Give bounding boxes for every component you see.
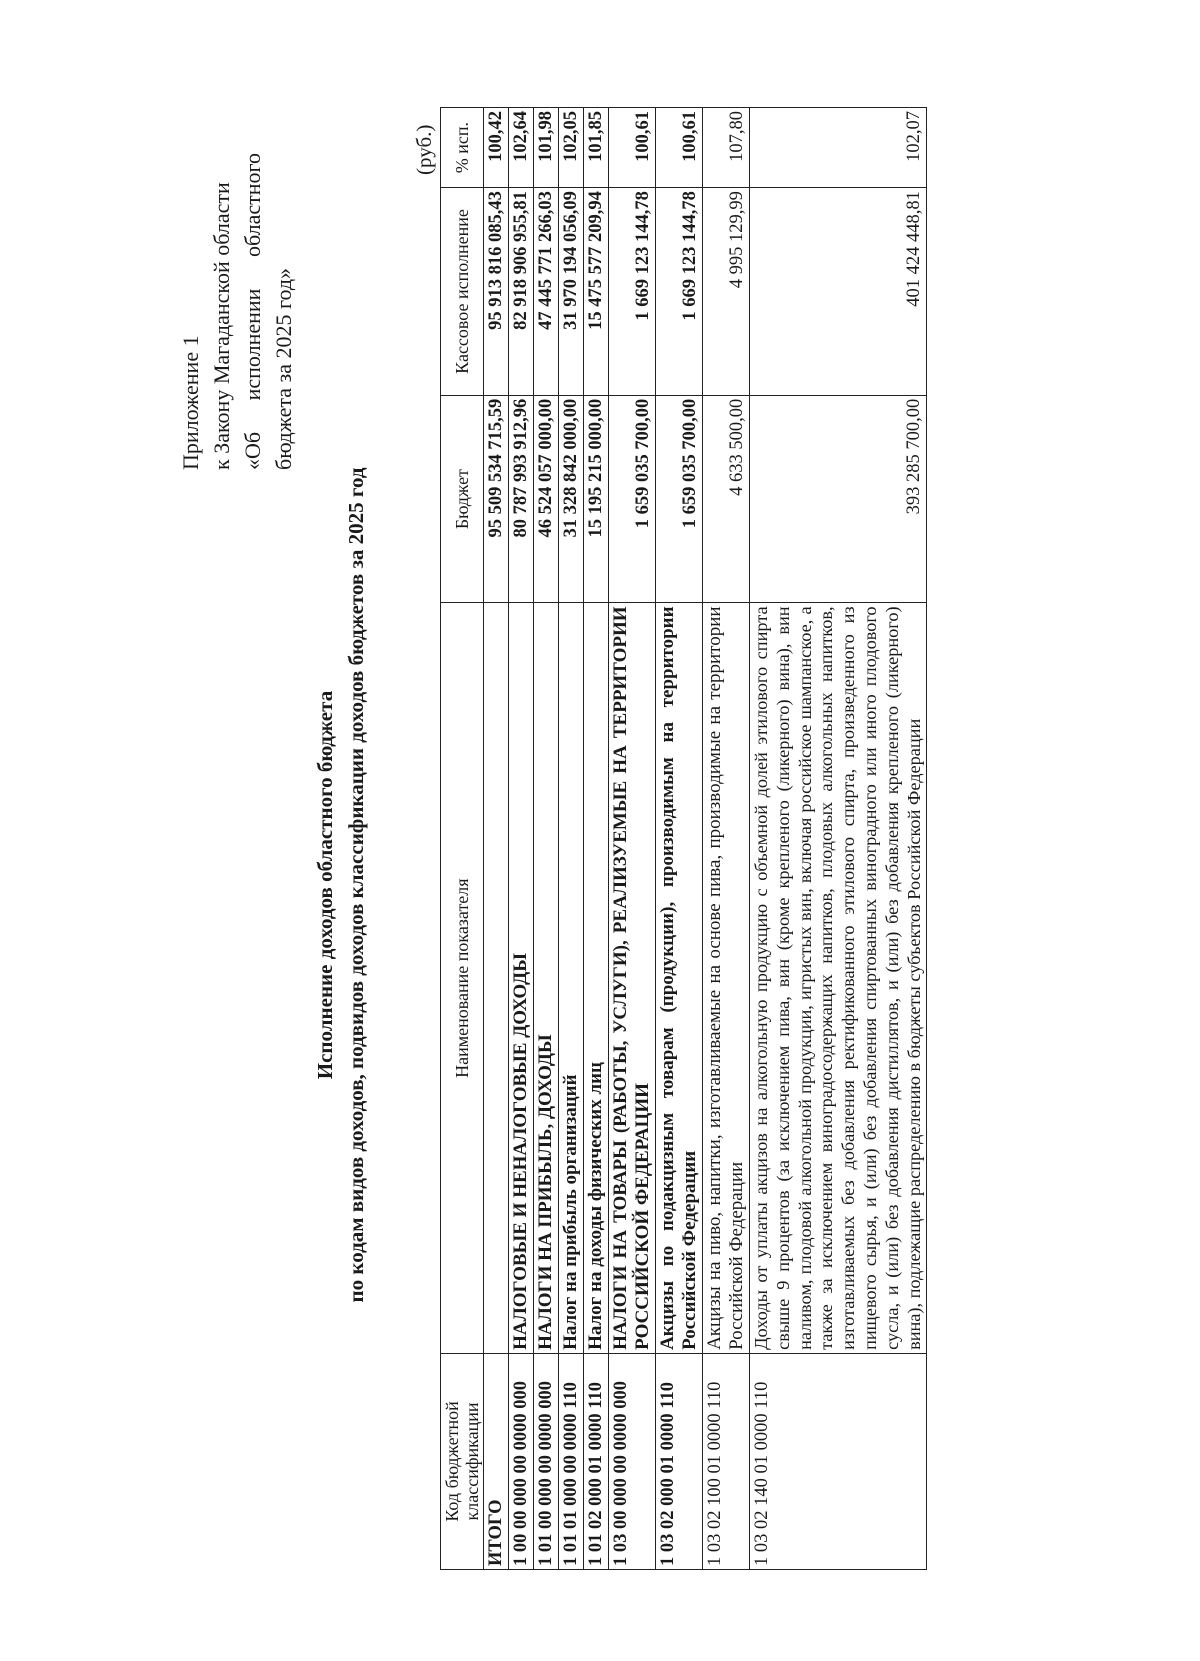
document-page bbox=[0, 80, 1100, 1640]
cell-percent: 100,42 bbox=[484, 108, 509, 188]
table-row bbox=[703, 108, 750, 1570]
cell-budget: 4 633 500,00 bbox=[703, 395, 750, 603]
appendix-line-2: к Закону Магаданской области bbox=[209, 182, 234, 470]
cell-execution: 95 913 816 085,43 bbox=[484, 188, 509, 396]
appendix-line-4: бюджета за 2025 год» bbox=[271, 267, 296, 470]
cell-percent: 100,61 bbox=[609, 108, 656, 188]
cell-code: 1 03 02 140 01 0000 110 bbox=[750, 1353, 927, 1569]
cell-percent: 100,61 bbox=[656, 108, 703, 188]
table-row bbox=[609, 108, 656, 1570]
header-name: Наименование показателя bbox=[441, 603, 484, 1354]
cell-execution: 82 918 906 955,81 bbox=[509, 188, 534, 396]
cell-percent: 101,85 bbox=[584, 108, 609, 188]
table-row bbox=[559, 108, 584, 1570]
cell-execution: 31 970 194 056,09 bbox=[559, 188, 584, 396]
cell-name: Доходы от уплаты акцизов на алкогольную продукцию с объемной долей этилового спирта свыше 9 процентов (за исключением пива, вин (кроме крепленого (ликерного) вина), вин наливом, плодовой алкогольной продукции, игристых вин, включая российское шампанское, а также за исключением виноградосодержащих напитков, плодовых алкогольных напитков, изготавливаемых без добавления ректификованного этилового спирта, произведенного из пищевого сырья, и (или) без добавления спиртованных виноградного или иного плодового сусла, и (или) без добавления дистиллятов, и (или) без добавления крепленого (ликерного) вина), подлежащие распределению в бюджеты субъектов Российской Федерации bbox=[750, 603, 927, 1354]
appendix-line-3: «Об исполнении областного bbox=[240, 153, 265, 470]
cell-percent: 102,05 bbox=[559, 108, 584, 188]
cell-execution: 1 669 123 144,78 bbox=[656, 188, 703, 396]
cell-budget: 80 787 993 912,96 bbox=[509, 395, 534, 603]
cell-percent: 101,98 bbox=[534, 108, 559, 188]
cell-execution: 401 424 448,81 bbox=[750, 188, 927, 396]
cell-percent: 107,80 bbox=[703, 108, 750, 188]
cell-execution: 4 995 129,99 bbox=[703, 188, 750, 396]
cell-percent: 102,07 bbox=[750, 108, 927, 188]
cell-execution: 47 445 771 266,03 bbox=[534, 188, 559, 396]
header-execution: Кассовое исполнение bbox=[441, 188, 484, 396]
table-row bbox=[750, 108, 927, 1570]
appendix-note bbox=[175, 153, 299, 470]
cell-name bbox=[484, 603, 509, 1354]
cell-budget: 1 659 035 700,00 bbox=[656, 395, 703, 603]
appendix-line-1: Приложение 1 bbox=[178, 335, 203, 470]
unit-label: (руб.) bbox=[412, 124, 436, 175]
header-percent: % исп. bbox=[441, 108, 484, 188]
cell-name: НАЛОГОВЫЕ И НЕНАЛОГОВЫЕ ДОХОДЫ bbox=[509, 603, 534, 1354]
cell-code: 1 01 00 000 00 0000 000 bbox=[534, 1353, 559, 1569]
cell-budget: 1 659 035 700,00 bbox=[609, 395, 656, 603]
cell-name: Акцизы по подакцизным товарам (продукции), производимым на территории Российской Федерации bbox=[656, 603, 703, 1354]
cell-name: Налог на прибыль организаций bbox=[559, 603, 584, 1354]
table-row bbox=[534, 108, 559, 1570]
cell-budget: 31 328 842 000,00 bbox=[559, 395, 584, 603]
cell-code: 1 01 01 000 00 0000 110 bbox=[559, 1353, 584, 1569]
cell-code: ИТОГО bbox=[484, 1353, 509, 1569]
cell-code: 1 03 02 100 01 0000 110 bbox=[703, 1353, 750, 1569]
title-line-2: по кодам видов доходов, подвидов доходов классификации доходов бюджетов за 2025 год bbox=[344, 467, 368, 1303]
cell-execution: 15 475 577 209,94 bbox=[584, 188, 609, 396]
cell-name: Акцизы на пиво, напитки, изготавливаемые на основе пива, производимые на территории Российской Федерации bbox=[703, 603, 750, 1354]
title-line-1: Исполнение доходов областного бюджета bbox=[313, 690, 337, 1080]
revenue-table bbox=[440, 107, 927, 1570]
cell-budget: 95 509 534 715,59 bbox=[484, 395, 509, 603]
header-budget: Бюджет bbox=[441, 395, 484, 603]
table-header-row bbox=[441, 108, 484, 1570]
cell-name: НАЛОГИ НА ПРИБЫЛЬ, ДОХОДЫ bbox=[534, 603, 559, 1354]
table-row bbox=[584, 108, 609, 1570]
cell-budget: 393 285 700,00 bbox=[750, 395, 927, 603]
cell-code: 1 03 00 000 00 0000 000 bbox=[609, 1353, 656, 1569]
revenue-table-container bbox=[440, 107, 927, 1570]
cell-budget: 15 195 215 000,00 bbox=[584, 395, 609, 603]
cell-budget: 46 524 057 000,00 bbox=[534, 395, 559, 603]
table-row bbox=[656, 108, 703, 1570]
header-code: Код бюджетной классификации bbox=[441, 1353, 484, 1569]
cell-percent: 102,64 bbox=[509, 108, 534, 188]
cell-code: 1 03 02 000 01 0000 110 bbox=[656, 1353, 703, 1569]
document-title bbox=[310, 280, 372, 1490]
cell-code: 1 01 02 000 01 0000 110 bbox=[584, 1353, 609, 1569]
cell-name: НАЛОГИ НА ТОВАРЫ (РАБОТЫ, УСЛУГИ), РЕАЛИЗУЕМЫЕ НА ТЕРРИТОРИИ РОССИЙСКОЙ ФЕДЕРАЦИИ bbox=[609, 603, 656, 1354]
cell-code: 1 00 00 000 00 0000 000 bbox=[509, 1353, 534, 1569]
table-row bbox=[484, 108, 509, 1570]
cell-execution: 1 669 123 144,78 bbox=[609, 188, 656, 396]
table-row bbox=[509, 108, 534, 1570]
cell-name: Налог на доходы физических лиц bbox=[584, 603, 609, 1354]
